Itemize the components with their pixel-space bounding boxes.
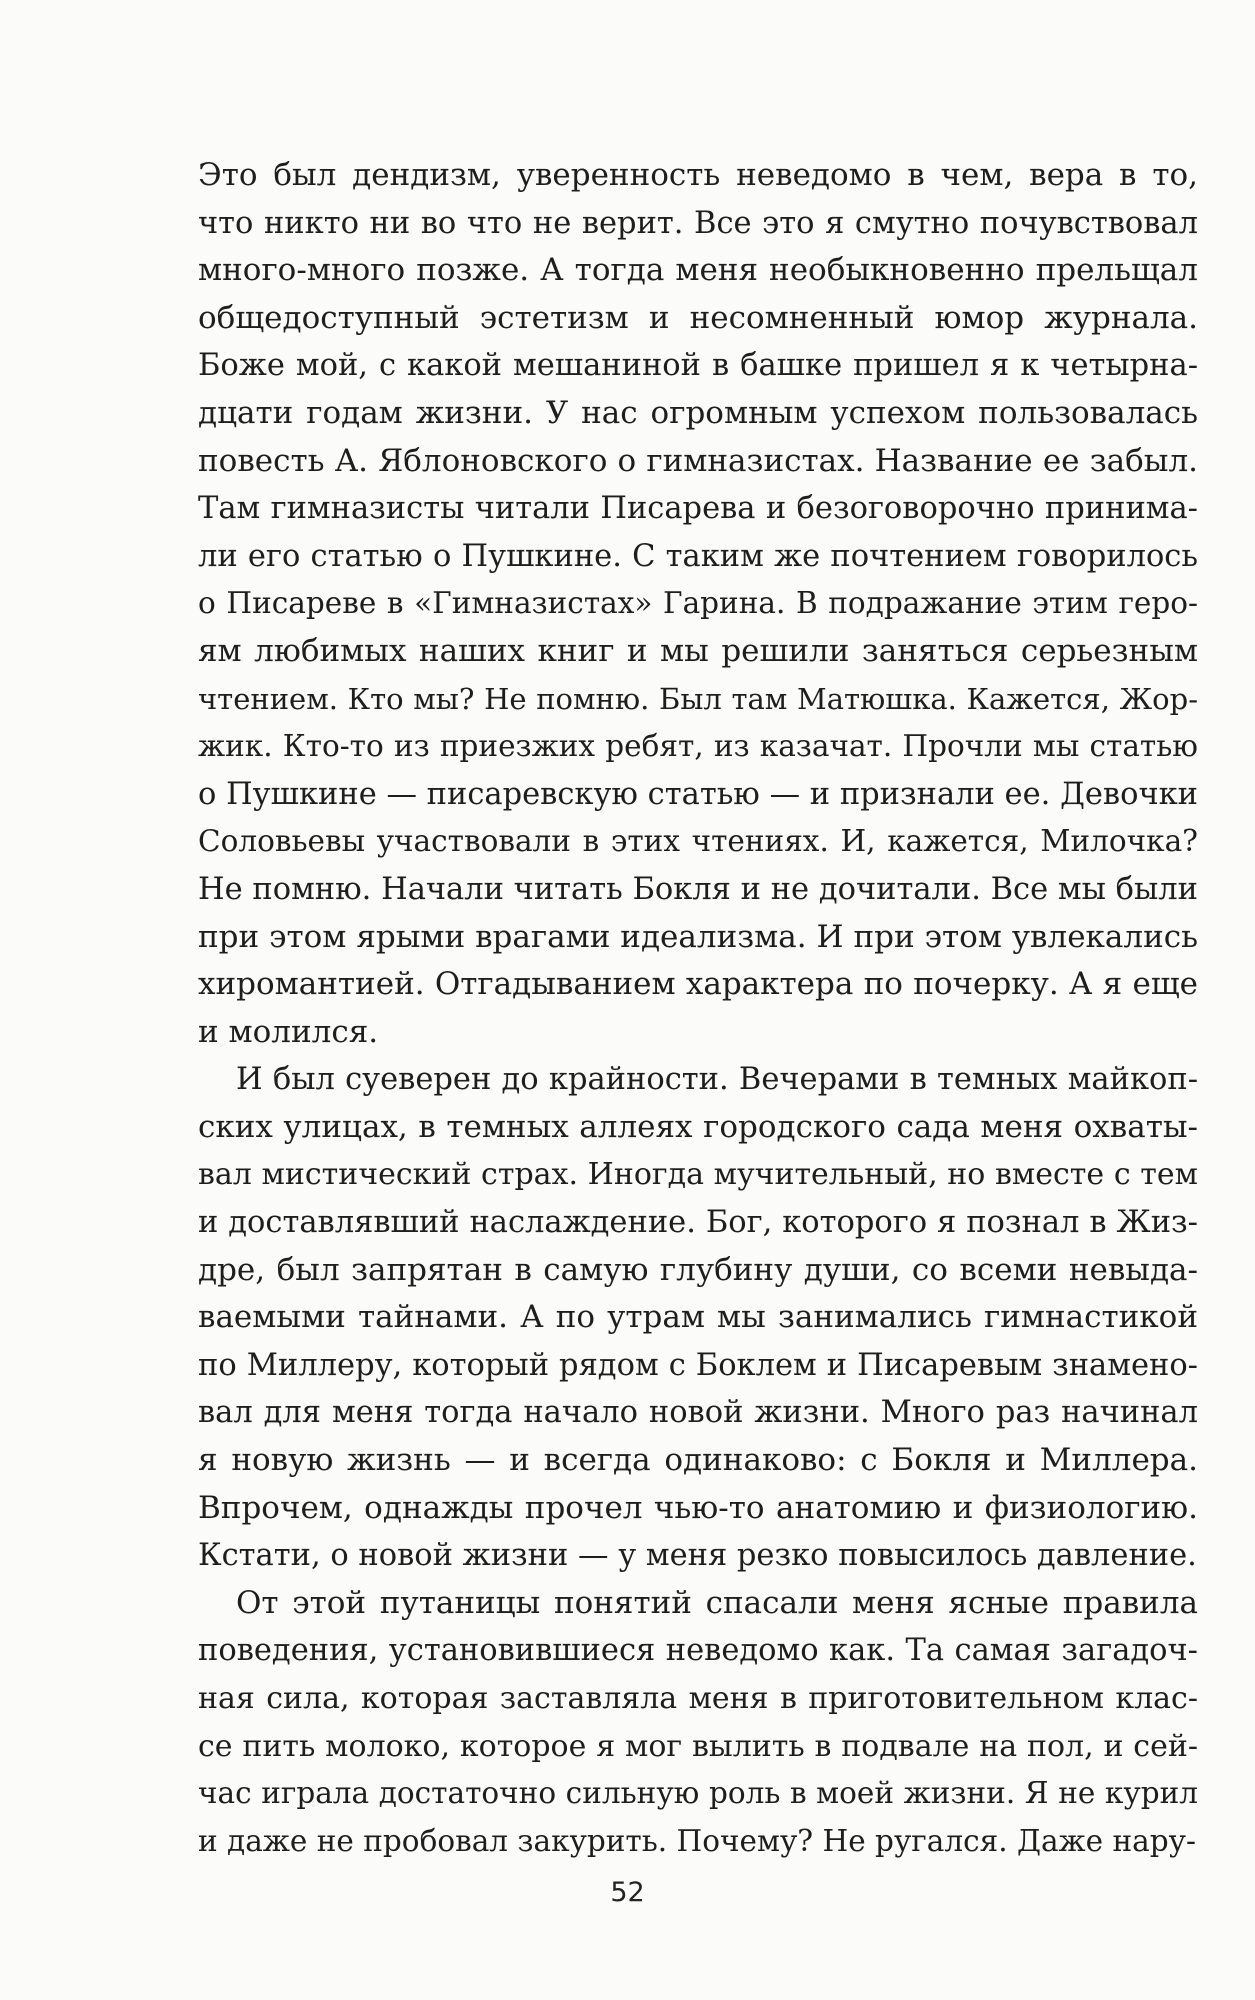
text-line: при этом ярыми врагами идеализма. И при этом увлекались — [198, 918, 1198, 955]
text-line: я новую жизнь — и всегда одинаково: с Бокля и Миллера. — [198, 1442, 1198, 1479]
text-line: Это был дендизм, уверенность неведомо в чем, вера в то, — [198, 157, 1198, 193]
text-line: по Миллеру, который рядом с Боклем и Писаревым знамено- — [198, 1347, 1198, 1383]
text-line: ная сила, которая заставляла меня в приготовительном клас- — [198, 1681, 1198, 1716]
text-line: и доставлявший наслаждение. Бог, которого я познал в Жиз- — [198, 1205, 1198, 1241]
paragraph — [198, 1580, 1198, 1866]
text-line: повесть А. Яблоновского о гимназистах. Название ее забыл. — [198, 442, 1198, 479]
text-line: дцати годам жизни. У нас огромным успехом пользовалась — [198, 394, 1198, 431]
paragraph — [198, 152, 1198, 1056]
text-line: жик. Кто-то из приезжих ребят, из казачат. Прочли мы статью — [198, 729, 1198, 764]
text-line: се пить молоко, которое я мог вылить в подвале на пол, и сей- — [198, 1728, 1198, 1764]
text-line: о Писареве в «Гимназистах» Гарина. В подражание этим геро- — [198, 586, 1198, 621]
text-line: ли его статью о Пушкине. С таким же почтением говорилось — [198, 538, 1198, 574]
body-text — [198, 152, 1198, 1865]
text-line: Соловьевы участвовали в этих чтениях. И, кажется, Милочка? — [198, 824, 1198, 859]
text-line: Кстати, о новой жизни — у меня резко повысилось давление. — [198, 1538, 1197, 1574]
text-line: Боже мой, с какой мешаниной в башке пришел я к четырна- — [198, 348, 1198, 384]
text-line: что никто ни во что не верит. Все это я смутно почувствовал — [198, 205, 1198, 241]
text-line: вал мистический страх. Иногда мучительный, но вместе с тем — [198, 1157, 1198, 1193]
text-line: дре, был запрятан в самую глубину души, со всеми невыда- — [198, 1251, 1198, 1288]
text-line: От этой путаницы понятий спасали меня ясные правила — [236, 1584, 1198, 1621]
text-line: вал для меня тогда начало новой жизни. Много раз начинал — [198, 1395, 1198, 1431]
text-line: час играла достаточно сильную роль в моей жизни. Я не курил — [198, 1776, 1198, 1811]
text-line: ям любимых наших книг и мы решили заняться серьезным — [198, 632, 1198, 669]
paragraph — [198, 1056, 1198, 1580]
text-line: чтением. Кто мы? Не помню. Был там Матюшка. Кажется, Жор- — [198, 681, 1198, 716]
text-line: Там гимназисты читали Писарева и безоговорочно принима- — [198, 491, 1198, 527]
text-line: ваемыми тайнами. А по утрам мы занимались гимнастикой — [198, 1299, 1198, 1336]
text-line: много-много позже. А тогда меня необыкновенно прельщал — [198, 252, 1198, 289]
text-line: хиромантией. Отгадыванием характера по почерку. А я еще — [198, 966, 1198, 1003]
text-line: и молился. — [198, 1013, 379, 1050]
text-line: И был суеверен до крайности. Вечерами в темных майкоп- — [236, 1062, 1198, 1098]
text-line: Не помню. Начали читать Бокля и не дочитали. Все мы были — [198, 871, 1198, 907]
text-line: о Пушкине — писаревскую статью — и признали ее. Девочки — [198, 776, 1198, 812]
text-line: Впрочем, однажды прочел чью-то анатомию и физиологию. — [198, 1489, 1198, 1526]
text-line: и даже не пробовал закурить. Почему? Не ругался. Даже нару- — [198, 1823, 1196, 1858]
text-line: поведения, установившиеся неведомо как. Та самая загадоч- — [198, 1633, 1198, 1669]
text-line: общедоступный эстетизм и несомненный юмор журнала. — [198, 299, 1198, 336]
page-number: 52 — [610, 1877, 645, 1908]
text-line: ских улицах, в темных аллеях городского сада меня охваты- — [198, 1108, 1198, 1145]
